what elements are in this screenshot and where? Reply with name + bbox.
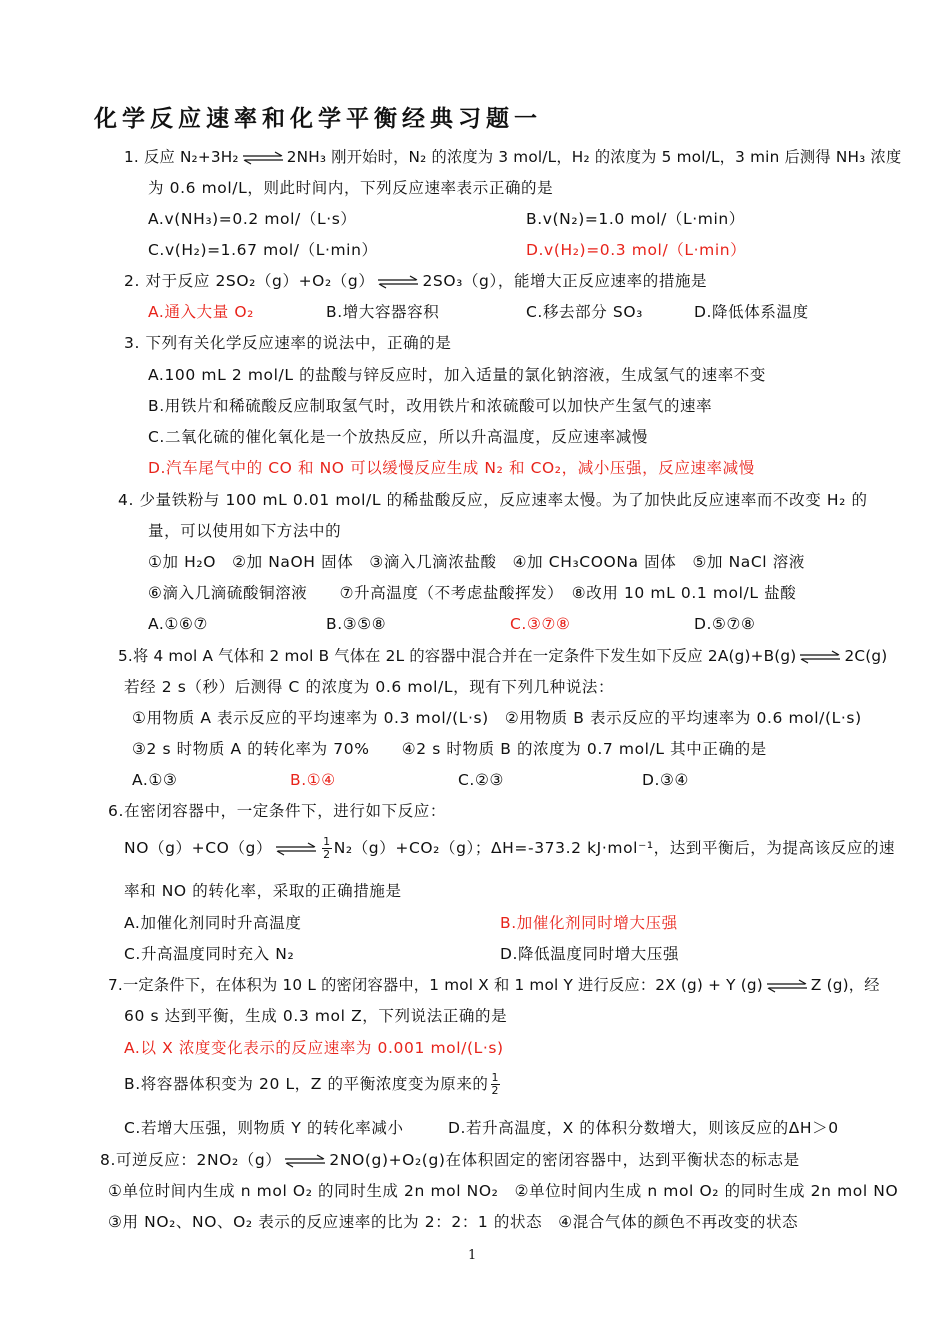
q1-option-c: C.v(H₂)=1.67 mol/（L·min）: [148, 241, 378, 259]
equilibrium-arrow-icon: [798, 650, 842, 664]
q4-stem-line1: 4. 少量铁粉与 100 mL 0.01 mol/L 的稀盐酸反应，反应速率太慢。为了加快此反应速率而不改变 H₂ 的: [118, 491, 868, 509]
q1-option-d-answer: D.v(H₂)=0.3 mol/（L·min）: [526, 241, 747, 259]
q4-methods-line1: ①加 H₂O ②加 NaOH 固体 ③滴入几滴浓盐酸 ④加 CH₃COONa 固体 ⑤加 NaCl 溶液: [148, 553, 805, 571]
q2-option-c: C.移去部分 SO₃: [526, 303, 643, 321]
q5-option-a: A.①③: [132, 771, 178, 789]
q2-option-a-answer: A.通入大量 O₂: [148, 303, 254, 321]
q3-option-a: A.100 mL 2 mol/L 的盐酸与锌反应时，加入适量的氯化钠溶液，生成氢气的速率不变: [148, 366, 766, 384]
q5-stem-line2: 若经 2 s（秒）后测得 C 的浓度为 0.6 mol/L，现有下列几种说法：: [124, 678, 615, 696]
q7-fraction: [491, 1072, 501, 1097]
equilibrium-arrow-icon: [765, 979, 809, 993]
q6-equation-line: [124, 836, 895, 861]
q4-option-d: D.⑤⑦⑧: [694, 615, 756, 633]
q8-statements-line2: ③用 NO₂、NO、O₂ 表示的反应速率的比为 2：2：1 的状态 ④混合气体的颜色不再改变的状态: [108, 1213, 799, 1231]
q7-stem-line2: 60 s 达到平衡，生成 0.3 mol Z，下列说法正确的是: [124, 1007, 508, 1025]
q4-option-b: B.③⑤⑧: [326, 615, 387, 633]
q6-stem-line1: 6.在密闭容器中，一定条件下，进行如下反应：: [108, 802, 446, 820]
q5-option-b-answer: B.①④: [290, 771, 336, 789]
q6-option-c: C.升高温度同时充入 N₂: [124, 945, 295, 963]
q6-option-b-answer: B.加催化剂同时增大压强: [500, 914, 678, 932]
q6-option-a: A.加催化剂同时升高温度: [124, 914, 302, 932]
q6-reactants: NO（g）+CO（g）: [124, 839, 273, 857]
q6-stem-line3: 率和 NO 的转化率，采取的正确措施是: [124, 882, 402, 900]
equilibrium-arrow-icon: [376, 275, 420, 289]
q1-option-b: B.v(N₂)=1.0 mol/（L·min）: [526, 210, 745, 228]
q1-stem-line2: 为 0.6 mol/L，则此时间内，下列反应速率表示正确的是: [148, 179, 554, 197]
q6-fraction-denominator: 2: [323, 848, 331, 861]
q1-stem-rest: 2NH₃ 刚开始时，N₂ 的浓度为 3 mol/L，H₂ 的浓度为 5 mol/L，3 min 后测得 NH₃ 浓度: [286, 148, 902, 166]
q5-stem-text: 5.将 4 mol A 气体和 2 mol B 气体在 2L 的容器中混合并在一定条件下发生如下反应 2A(g)+B(g): [118, 647, 797, 665]
q3-option-c: C.二氧化硫的催化氧化是一个放热反应，所以升高温度，反应速率减慢: [148, 428, 648, 446]
q5-option-d: D.③④: [642, 771, 690, 789]
q5-statements-line1: ①用物质 A 表示反应的平均速率为 0.3 mol/(L·s) ②用物质 B 表示反应的平均速率为 0.6 mol/(L·s): [132, 709, 862, 727]
q3-option-b: B.用铁片和稀硫酸反应制取氢气时，改用铁片和浓硫酸可以加快产生氢气的速率: [148, 397, 713, 415]
q6-fraction-numerator: 1: [323, 835, 331, 848]
q7-stem-line1: [108, 974, 880, 996]
q8-stem: [100, 1149, 800, 1171]
q3-stem: 3. 下列有关化学反应速率的说法中，正确的是: [124, 334, 452, 352]
page-number: 1: [468, 1248, 477, 1263]
q4-stem-line2: 量，可以使用如下方法中的: [148, 522, 342, 540]
q1-option-a: A.v(NH₃)=0.2 mol/（L·s）: [148, 210, 357, 228]
q5-statements-line2: ③2 s 时物质 A 的转化率为 70% ④2 s 时物质 B 的浓度为 0.7 mol/L 其中正确的是: [132, 740, 767, 758]
q7-option-d: D.若升高温度，X 的体积分数增大，则该反应的ΔH＞0: [448, 1119, 839, 1137]
q7-option-a-answer: A.以 X 浓度变化表示的反应速率为 0.001 mol/(L·s): [124, 1039, 504, 1057]
q8-statements-line1: ①单位时间内生成 n mol O₂ 的同时生成 2n mol NO₂ ②单位时间内生成 n mol O₂ 的同时生成 2n mol NO: [108, 1182, 899, 1200]
q7-stem-product: Z (g)，经: [810, 976, 880, 994]
q7-fraction-denominator: 2: [491, 1084, 500, 1097]
q4-option-a: A.①⑥⑦: [148, 615, 208, 633]
q4-methods-line2: ⑥滴入几滴硫酸铜溶液 ⑦升高温度（不考虑盐酸挥发） ⑧改用 10 mL 0.1 mol/L 盐酸: [148, 584, 797, 602]
q8-reactant: 8.可逆反应：2NO₂（g）: [100, 1151, 282, 1169]
q2-stem: [124, 270, 707, 292]
q2-stem-rest: 2SO₃（g），能增大正反应速率的措施是: [422, 272, 708, 290]
equilibrium-arrow-icon: [283, 1154, 327, 1168]
q2-option-b: B.增大容器容积: [326, 303, 440, 321]
equilibrium-arrow-icon: [274, 842, 318, 856]
q8-stem-rest: 2NO(g)+O₂(g)在体积固定的密闭容器中，达到平衡状态的标志是: [329, 1151, 800, 1169]
q2-reactants: 2. 对于反应 2SO₂（g）+O₂（g）: [124, 272, 375, 290]
q5-option-c: C.②③: [458, 771, 504, 789]
q6-fraction: [322, 836, 332, 861]
q1-stem-line1: [124, 146, 901, 168]
document-title: 化学反应速率和化学平衡经典习题一: [94, 106, 542, 132]
q7-option-b-text: B.将容器体积变为 20 L，Z 的平衡浓度变为原来的: [124, 1075, 489, 1093]
q6-option-d: D.降低温度同时增大压强: [500, 945, 680, 963]
q6-equation-rest: N₂（g）+CO₂（g）；ΔH=-373.2 kJ·mol⁻¹，达到平衡后，为提高该反应的速: [333, 839, 896, 857]
q7-stem-text: 7.一定条件下，在体积为 10 L 的密闭容器中，1 mol X 和 1 mol Y 进行反应：2X (g) + Y (g): [108, 976, 763, 994]
q7-option-b: [124, 1072, 502, 1097]
q2-option-d: D.降低体系温度: [694, 303, 809, 321]
q7-option-c: C.若增大压强，则物质 Y 的转化率减小: [124, 1119, 404, 1137]
q3-option-d-answer: D.汽车尾气中的 CO 和 NO 可以缓慢反应生成 N₂ 和 CO₂，减小压强，反应速率减慢: [148, 459, 755, 477]
q4-option-c-answer: C.③⑦⑧: [510, 615, 571, 633]
equilibrium-arrow-icon: [241, 151, 285, 165]
q5-product: 2C(g): [844, 647, 888, 665]
q1-reactants: 1. 反应 N₂+3H₂: [124, 148, 239, 166]
q5-stem-line1: [118, 645, 887, 667]
q7-fraction-numerator: 1: [491, 1071, 500, 1084]
